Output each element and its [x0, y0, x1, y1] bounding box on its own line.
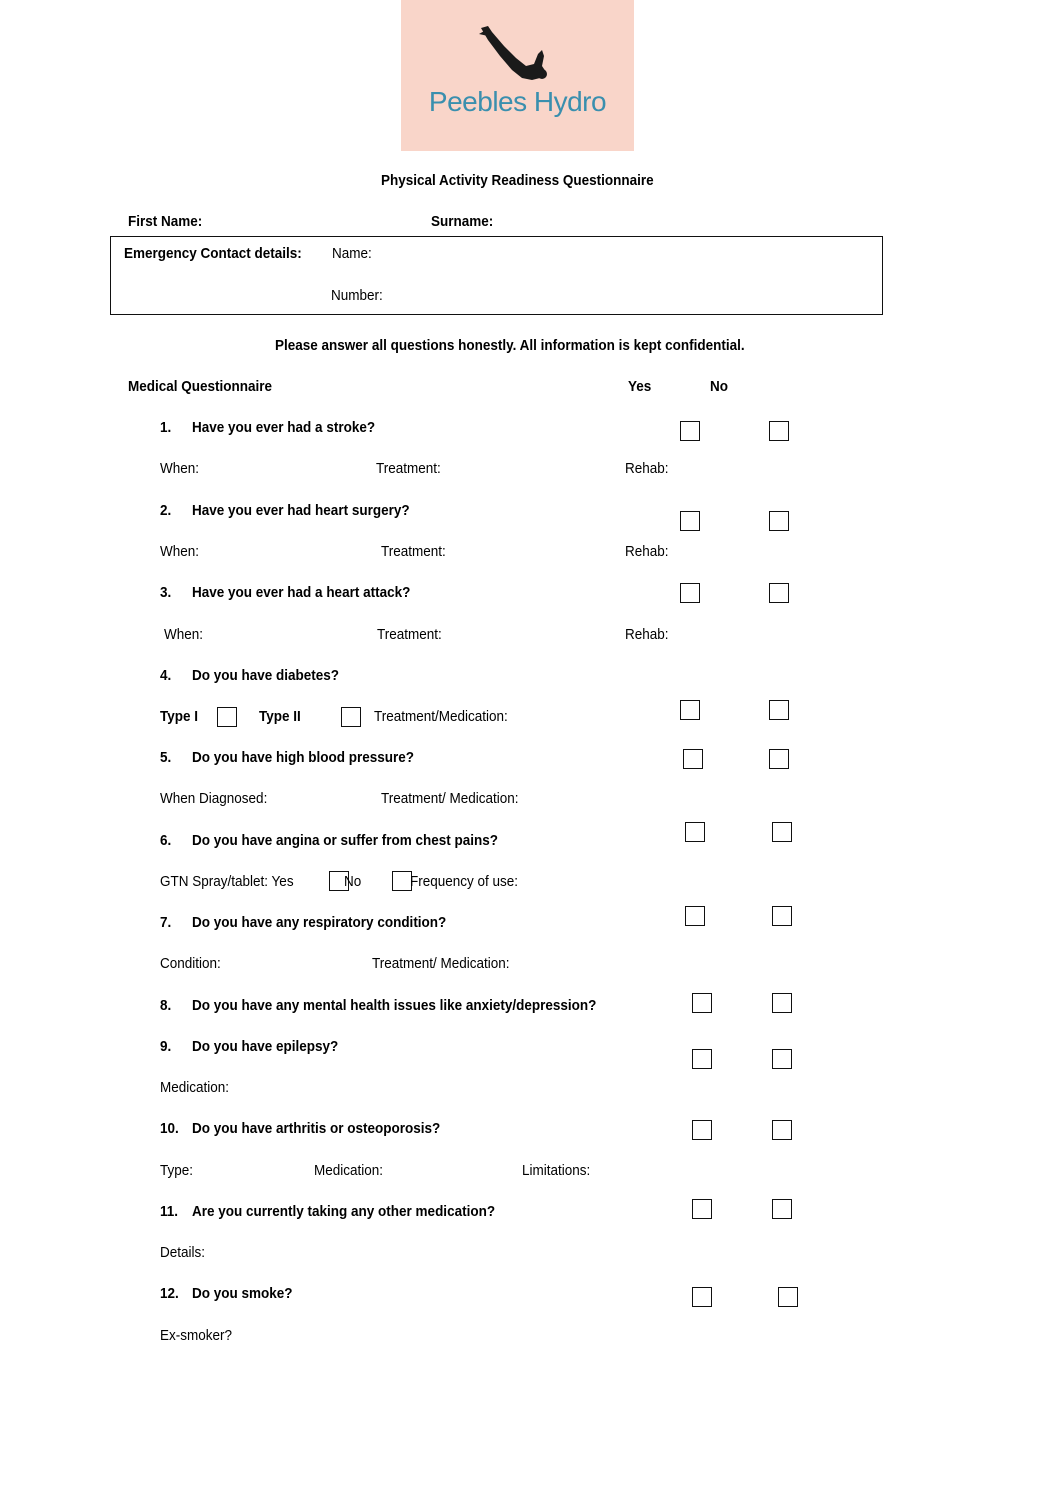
page-title: Physical Activity Readiness Questionnaire	[381, 172, 654, 189]
question-1-yes-checkbox[interactable]	[680, 421, 700, 441]
diver-icon	[476, 24, 556, 84]
question-2-text: Have you ever had heart surgery?	[192, 502, 410, 519]
question-5-number: 5.	[160, 749, 172, 766]
diabetes-type-1-label: Type I	[160, 708, 199, 725]
question-10-type-label: Type:	[160, 1162, 194, 1179]
question-12-yes-checkbox[interactable]	[692, 1287, 712, 1307]
question-11-details-label: Details:	[160, 1244, 206, 1261]
question-4-text: Do you have diabetes?	[192, 667, 340, 684]
question-11-no-checkbox[interactable]	[772, 1199, 792, 1219]
question-11-number: 11.	[160, 1203, 179, 1220]
question-4-treatment-label: Treatment/Medication:	[374, 708, 508, 725]
question-6-number: 6.	[160, 832, 172, 849]
question-7-text: Do you have any respiratory condition?	[192, 914, 447, 931]
question-2-yes-checkbox[interactable]	[680, 511, 700, 531]
question-4-yes-checkbox[interactable]	[680, 700, 700, 720]
confidential-notice: Please answer all questions honestly. All information is kept confidential.	[275, 337, 745, 354]
question-5-treatment-label: Treatment/ Medication:	[381, 790, 519, 807]
question-7-yes-checkbox[interactable]	[685, 906, 705, 926]
emergency-number-label: Number:	[331, 287, 383, 304]
question-1-treatment-label: Treatment:	[376, 460, 441, 477]
question-3-number: 3.	[160, 584, 172, 601]
question-10-number: 10.	[160, 1120, 179, 1137]
medical-heading: Medical Questionnaire	[128, 378, 273, 395]
question-8-number: 8.	[160, 997, 172, 1014]
question-12-no-checkbox[interactable]	[778, 1287, 798, 1307]
question-6-text: Do you have angina or suffer from chest pains?	[192, 832, 499, 849]
first-name-label: First Name:	[128, 213, 203, 230]
question-10-medication-label: Medication:	[314, 1162, 384, 1179]
question-3-no-checkbox[interactable]	[769, 583, 789, 603]
question-12-text: Do you smoke?	[192, 1285, 293, 1302]
question-9-medication-label: Medication:	[160, 1079, 230, 1096]
gtn-spray-no-checkbox[interactable]	[392, 871, 412, 891]
question-12-number: 12.	[160, 1285, 179, 1302]
question-6-no-checkbox[interactable]	[772, 822, 792, 842]
question-1-number: 1.	[160, 419, 172, 436]
question-5-yes-checkbox[interactable]	[683, 749, 703, 769]
question-2-number: 2.	[160, 502, 172, 519]
question-2-rehab-label: Rehab:	[625, 543, 669, 560]
diabetes-type-2-checkbox[interactable]	[341, 707, 361, 727]
question-3-yes-checkbox[interactable]	[680, 583, 700, 603]
emergency-contact-label: Emergency Contact details:	[124, 245, 302, 262]
question-10-yes-checkbox[interactable]	[692, 1120, 712, 1140]
question-7-treatment-label: Treatment/ Medication:	[372, 955, 510, 972]
ex-smoker-label: Ex-smoker?	[160, 1327, 233, 1344]
question-11-yes-checkbox[interactable]	[692, 1199, 712, 1219]
diabetes-type-2-label: Type II	[259, 708, 301, 725]
question-4-number: 4.	[160, 667, 172, 684]
question-10-limitations-label: Limitations:	[522, 1162, 591, 1179]
question-11-text: Are you currently taking any other medication?	[192, 1203, 496, 1220]
question-9-no-checkbox[interactable]	[772, 1049, 792, 1069]
gtn-frequency-label: Frequency of use:	[410, 873, 519, 890]
question-2-no-checkbox[interactable]	[769, 511, 789, 531]
question-1-when-label: When:	[160, 460, 200, 477]
question-10-text: Do you have arthritis or osteoporosis?	[192, 1120, 441, 1137]
question-5-diagnosed-label: When Diagnosed:	[160, 790, 268, 807]
question-2-treatment-label: Treatment:	[381, 543, 446, 560]
gtn-spray-yes-label: GTN Spray/tablet: Yes	[160, 873, 294, 890]
question-7-condition-label: Condition:	[160, 955, 221, 972]
question-7-no-checkbox[interactable]	[772, 906, 792, 926]
question-3-text: Have you ever had a heart attack?	[192, 584, 411, 601]
question-9-number: 9.	[160, 1038, 172, 1055]
question-8-no-checkbox[interactable]	[772, 993, 792, 1013]
question-3-when-label: When:	[164, 626, 204, 643]
logo	[401, 0, 634, 151]
surname-label: Surname:	[431, 213, 494, 230]
question-8-text: Do you have any mental health issues like anxiety/depression?	[192, 997, 597, 1014]
diabetes-type-1-checkbox[interactable]	[217, 707, 237, 727]
no-column-header: No	[710, 378, 728, 395]
question-6-yes-checkbox[interactable]	[685, 822, 705, 842]
question-1-rehab-label: Rehab:	[625, 460, 669, 477]
yes-column-header: Yes	[628, 378, 652, 395]
logo-text: Peebles Hydro	[428, 86, 607, 117]
question-3-treatment-label: Treatment:	[377, 626, 442, 643]
question-9-yes-checkbox[interactable]	[692, 1049, 712, 1069]
question-8-yes-checkbox[interactable]	[692, 993, 712, 1013]
question-10-no-checkbox[interactable]	[772, 1120, 792, 1140]
question-1-text: Have you ever had a stroke?	[192, 419, 376, 436]
emergency-name-label: Name:	[332, 245, 372, 262]
question-7-number: 7.	[160, 914, 172, 931]
question-5-no-checkbox[interactable]	[769, 749, 789, 769]
question-2-when-label: When:	[160, 543, 200, 560]
question-9-text: Do you have epilepsy?	[192, 1038, 339, 1055]
question-1-no-checkbox[interactable]	[769, 421, 789, 441]
question-5-text: Do you have high blood pressure?	[192, 749, 415, 766]
question-3-rehab-label: Rehab:	[625, 626, 669, 643]
question-4-no-checkbox[interactable]	[769, 700, 789, 720]
gtn-spray-no-label: No	[344, 873, 362, 890]
